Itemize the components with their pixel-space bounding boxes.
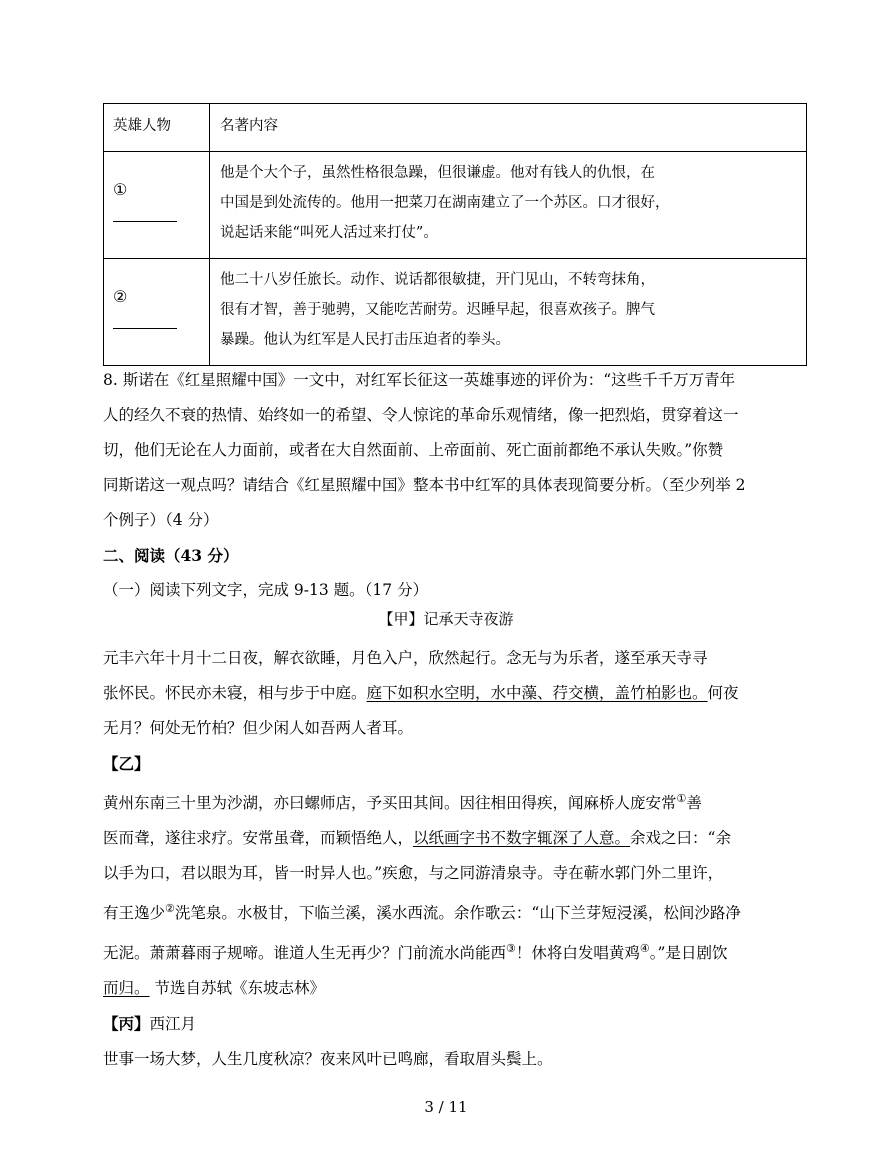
table-row [104,152,807,259]
section-title: 二、阅读（43 分） [103,546,239,565]
passages [103,641,793,1077]
bing-label: 【丙】 [103,1014,150,1034]
content-line: 他二十八岁任旅长。动作、说话都很敏捷，开门见山，不转弯抹角， [220,272,655,288]
content-line: 中国是到处流传的。他用一把菜刀在湖南建立了一个苏区。口才很好， [220,195,670,211]
source-note: 节选自苏轼《东坡志林》 [149,979,325,998]
footnote-marker: ① [676,792,687,805]
question-8 [103,363,793,608]
text-run: 善 [686,794,702,813]
footnote-marker: ④ [639,942,650,956]
footnote-marker: ② [165,902,175,916]
table-row [104,259,807,366]
text-run: 余戏之曰：“余 [630,829,731,848]
passage-yi-title: 【乙】 [103,754,150,773]
passage-line: 以手为口，君以眼为耳，皆一时异人也。”疾愈，与之同游清泉寺。寺在蕲水郭门外二里许， [103,864,724,883]
question-line: 个例子）（4 分） [103,511,219,529]
text-run: 黄州东南三十里为沙湖，亦曰螺师店，予买田其间。因往相田得疾，闻麻桥人庞安常 [103,794,677,813]
passage-line [103,971,793,1006]
passage-line [103,891,793,931]
hero-blank-cell [104,259,210,366]
underlined-sentence: 而归。 [103,979,150,998]
content-line: 很有才智，善于驰骋，又能吃苦耐劳。迟睡早起，很喜欢孩子。脾气 [220,302,655,318]
passage-jia-title: 【甲】记承天寺夜游 [378,610,514,628]
footnote-marker: ③ [506,942,516,956]
header-cell-content [210,104,807,152]
header-content-label: 名著内容 [220,118,278,134]
answer-blank [113,221,177,222]
content-line: 他是个大个子，虽然性格很急躁，但很谦虚。他对有钱人的仇恨，在 [220,165,655,181]
passage-line [103,781,793,821]
content-cell [210,259,807,366]
text-run: 何夜 [707,684,739,702]
header-hero-label: 英雄人物 [113,118,171,134]
hero-table [103,103,807,366]
question-line: 人的经久不衰的热情、始终如一的希望、令人惊诧的革命乐观情绪，像一把烈焰，贯穿着这一 [103,406,739,424]
underlined-sentence: 庭下如积水空明，水中藻、荇交横，盖竹柏影也。 [366,684,708,702]
answer-blank [113,328,177,329]
passage-line [103,931,793,971]
text-run: 医而聋，遂往求疗。安常虽聋，而颖悟绝人， [103,829,414,848]
text-run: 张怀民。怀民亦未寝，相与步于中庭。 [103,684,367,702]
question-line: 8. 斯诺在《红星照耀中国》一文中，对红军长征这一英雄事迹的评价为：“这些千千万万青年 [103,371,736,389]
passage-line: 无月？何处无竹柏？但少闲人如吾两人者耳。 [103,719,414,737]
question-line: 切，他们无论在人力面前，或者在大自然面前、上帝面前、死亡面前都绝不承认失败。”你赞 [103,441,724,459]
hero-blank-cell [104,152,210,259]
passage-line [103,821,793,856]
section-subtitle: （一）阅读下列文字，完成 9-13 题。（17 分） [103,581,429,599]
passage-bing-title [103,1006,793,1042]
passage-line [103,676,793,711]
content-line: 暴躁。他认为红军是人民打击压迫者的拳头。 [220,332,510,348]
text-run: 有王逸少 [103,904,166,923]
header-cell-hero [104,104,210,152]
passage-line: 世事一场大梦，人生几度秋凉？夜来风叶已鸣廊，看取眉头鬓上。 [103,1050,553,1069]
passage-line: 元丰六年十月十二日夜，解衣欲睡，月色入户，欣然起行。念无与为乐者，遂至承天寺寻 [103,649,708,667]
page-number: 3 / 11 [424,1098,468,1116]
content-line: 说起话来能“叫死人活过来打仗”。 [220,225,438,241]
row-marker: ① [113,180,128,199]
row-marker: ② [113,287,128,306]
text-run: 。”是日剧饮 [649,944,728,963]
text-run: ！休将白发唱黄鸡 [515,944,640,963]
text-run: 无泥。萧萧暮雨子规啼。谁道人生无再少？门前流水尚能西 [103,944,507,963]
table-header-row [104,104,807,152]
text-run: 洗笔泉。水极甘，下临兰溪，溪水西流。余作歌云：“山下兰芽短浸溪，松间沙路净 [174,904,741,923]
content-cell [210,152,807,259]
underlined-sentence: 以纸画字书不数字辄深了人意。 [413,829,631,848]
bing-title-text: 西江月 [149,1015,197,1034]
question-line: 同斯诺这一观点吗？请结合《红星照耀中国》整本书中红军的具体表现简要分析。（至少列举 2 [103,476,746,494]
